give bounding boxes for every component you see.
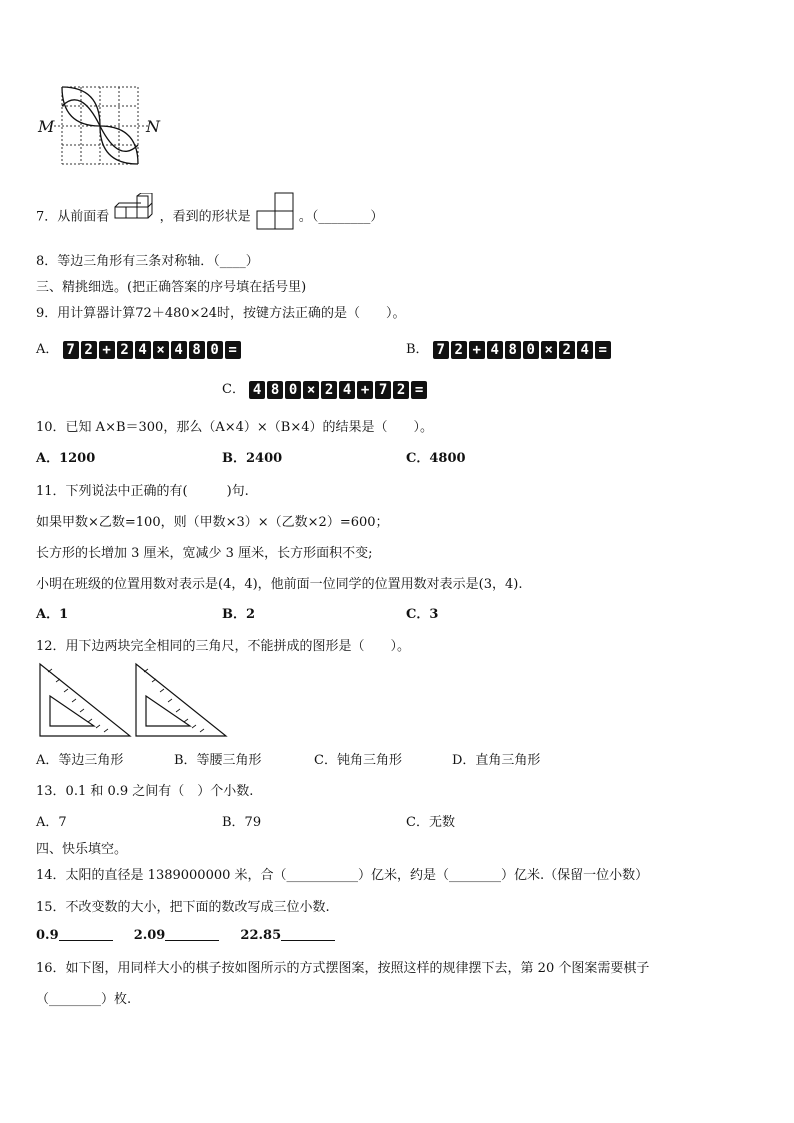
q13-option-b[interactable]: B．79 xyxy=(222,815,262,830)
question-9: 9．用计算器计算72＋480×24时，按键方法正确的是（ ）。 xyxy=(36,306,406,321)
calculator-key: × xyxy=(541,341,557,359)
calculator-key: 2 xyxy=(321,381,337,399)
calculator-key: 8 xyxy=(189,341,205,359)
calculator-key: × xyxy=(303,381,319,399)
calculator-key: + xyxy=(99,341,115,359)
calculator-key: 0 xyxy=(207,341,223,359)
calculator-key: 7 xyxy=(433,341,449,359)
q11-statement-3: 小明在班级的位置用数对表示是(4，4)，他前面一位同学的位置用数对表示是(3，4). xyxy=(36,577,523,592)
q15-item-2: 2.09 xyxy=(133,928,166,943)
question-16-line-2: （________）枚. xyxy=(36,992,132,1007)
set-squares-figure xyxy=(38,662,238,740)
q9-option-c[interactable] xyxy=(222,378,427,399)
q9-option-b[interactable] xyxy=(406,338,611,359)
calculator-key: = xyxy=(225,341,241,359)
calculator-key: 2 xyxy=(81,341,97,359)
q15-blank-3[interactable] xyxy=(281,928,335,941)
calculator-key: + xyxy=(357,381,373,399)
q10-option-a[interactable]: A．1200 xyxy=(36,451,96,466)
cubes-figure xyxy=(113,203,155,231)
calculator-key: 4 xyxy=(487,341,503,359)
q15-blank-1[interactable] xyxy=(59,928,113,941)
q10-option-b[interactable]: B．2400 xyxy=(222,451,283,466)
q15-item-3: 22.85 xyxy=(240,928,282,943)
section-3-heading: 三、精挑细选。(把正确答案的序号填在括号里) xyxy=(36,280,307,295)
question-11: 11．下列说法中正确的有( )句. xyxy=(36,484,249,499)
q13-option-a[interactable]: A．7 xyxy=(36,815,67,830)
calculator-key: 0 xyxy=(285,381,301,399)
calculator-keys-b xyxy=(433,341,611,359)
question-8: 8．等边三角形有三条对称轴．（____） xyxy=(36,254,259,269)
calculator-key: 2 xyxy=(393,381,409,399)
q7-mid: ，看到的形状是 xyxy=(159,209,251,225)
label-n: N xyxy=(146,117,160,136)
question-13: 13．0.1 和 0.9 之间有（ ）个小数. xyxy=(36,784,254,799)
front-view-shape xyxy=(255,203,295,231)
calculator-keys-a xyxy=(63,341,241,359)
calculator-key: 2 xyxy=(559,341,575,359)
calculator-key: 4 xyxy=(249,381,265,399)
question-14: 14．太阳的直径是 1389000000 米，合（___________）亿米，约是（________）亿米.（保留一位小数） xyxy=(36,868,649,883)
calculator-key: 8 xyxy=(505,341,521,359)
q9-option-a-label: A． xyxy=(36,342,59,357)
q11-statement-2: 长方形的长增加 3 厘米，宽减少 3 厘米，长方形面积不变; xyxy=(36,546,373,561)
label-m: M xyxy=(38,117,55,136)
calculator-key: 7 xyxy=(375,381,391,399)
q13-option-c[interactable]: C．无数 xyxy=(406,815,455,830)
calculator-key: = xyxy=(595,341,611,359)
q11-option-b[interactable]: B．2 xyxy=(222,607,256,622)
calculator-key: × xyxy=(153,341,169,359)
q15-blank-2[interactable] xyxy=(165,928,219,941)
calculator-key: 2 xyxy=(117,341,133,359)
calculator-key: 4 xyxy=(577,341,593,359)
q15-items xyxy=(36,928,335,943)
q12-option-b[interactable]: B．等腰三角形 xyxy=(174,753,262,768)
q9-option-b-label: B． xyxy=(406,342,429,357)
calculator-key: = xyxy=(411,381,427,399)
calculator-key: 4 xyxy=(339,381,355,399)
question-16-line-1: 16．如下图，用同样大小的棋子按如图所示的方式摆图案，按照这样的规律摆下去，第 20 个图案需要棋子 xyxy=(36,961,650,976)
calculator-key: 2 xyxy=(451,341,467,359)
q10-option-c[interactable]: C．4800 xyxy=(406,451,466,466)
question-10: 10．已知 A×B＝300，那么（A×4）×（B×4）的结果是（ ）。 xyxy=(36,420,433,435)
question-12: 12．用下边两块完全相同的三角尺，不能拼成的图形是（ ）。 xyxy=(36,639,411,654)
calculator-key: 4 xyxy=(171,341,187,359)
q7-pre: 7．从前面看 xyxy=(36,209,110,225)
calculator-key: 0 xyxy=(523,341,539,359)
q9-option-c-label: C． xyxy=(222,382,245,397)
q11-option-c[interactable]: C．3 xyxy=(406,607,439,622)
question-15: 15．不改变数的大小，把下面的数改写成三位小数. xyxy=(36,900,330,915)
question-7 xyxy=(36,203,383,231)
calculator-key: 7 xyxy=(63,341,79,359)
q11-option-a[interactable]: A．1 xyxy=(36,607,69,622)
q9-option-a[interactable] xyxy=(36,338,241,359)
section-4-heading: 四、快乐填空。 xyxy=(36,842,128,857)
q12-option-d[interactable]: D．直角三角形 xyxy=(452,753,541,768)
q12-option-c[interactable]: C．钝角三角形 xyxy=(314,753,402,768)
q11-statement-1: 如果甲数×乙数=100，则（甲数×3）×（乙数×2）=600； xyxy=(36,515,389,530)
q15-item-1: 0.9 xyxy=(36,928,59,943)
q12-option-a[interactable]: A．等边三角形 xyxy=(36,753,124,768)
calculator-key: 8 xyxy=(267,381,283,399)
calculator-key: + xyxy=(469,341,485,359)
q7-post: 。（________） xyxy=(298,209,384,225)
calculator-key: 4 xyxy=(135,341,151,359)
calculator-keys-c xyxy=(249,381,427,399)
